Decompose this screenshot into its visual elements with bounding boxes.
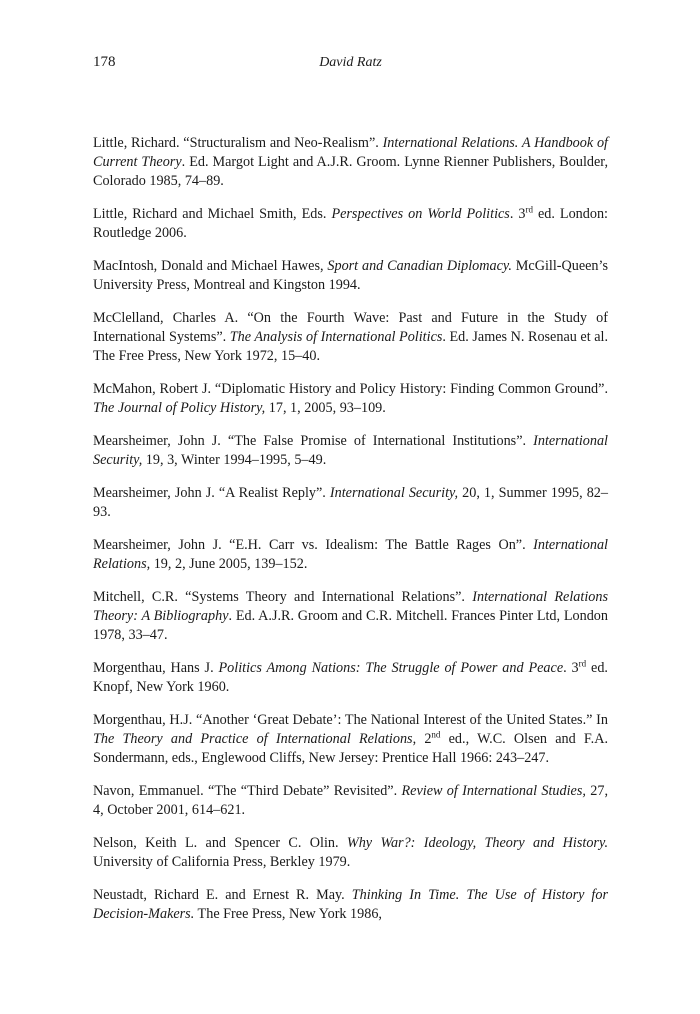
entry-text: 19, 2, June 2005, 139–152. xyxy=(150,556,308,572)
entry-italic-title: Thinking In Time. The Use of History for Decision-Makers. xyxy=(93,887,608,922)
running-head-author: David Ratz xyxy=(319,55,382,70)
page-header xyxy=(93,54,608,76)
entry-italic-title: International Security, xyxy=(329,485,459,501)
bibliography-entry xyxy=(93,380,608,418)
entry-italic-title: The Analysis of International Politics xyxy=(229,329,443,345)
entry-superscript: rd xyxy=(525,204,533,215)
entry-text: University of California Press, Berkley 1979. xyxy=(93,854,351,870)
entry-italic-title: Sport and Canadian Diplomacy. xyxy=(327,258,512,274)
bibliography-entry xyxy=(93,588,608,645)
bibliography-entry xyxy=(93,536,608,574)
bibliography-entry xyxy=(93,886,608,924)
entry-text: The Free Press, New York 1986, xyxy=(194,906,382,922)
bibliography-entry xyxy=(93,205,608,243)
entry-italic-title: International Relations. A Handbook of Current Theory xyxy=(93,135,608,170)
entry-text: Morgenthau, Hans J. xyxy=(93,660,219,676)
bibliography-entry xyxy=(93,659,608,697)
entry-text: Nelson, Keith L. and Spencer C. Olin. xyxy=(93,835,347,851)
entry-text: Mearsheimer, John J. “The False Promise of International Institutions”. xyxy=(93,433,534,449)
bibliography-entry xyxy=(93,134,608,191)
entry-italic-title: Perspectives on World Politics xyxy=(331,206,510,222)
entry-text: Mearsheimer, John J. “E.H. Carr vs. Idealism: The Battle Rages On”. xyxy=(93,537,534,553)
entry-text: Mearsheimer, John J. “A Realist Reply”. xyxy=(93,485,330,501)
bibliography-entry xyxy=(93,834,608,872)
bibliography-entry xyxy=(93,257,608,295)
entry-text: Little, Richard and Michael Smith, Eds. xyxy=(93,206,332,222)
entry-text: Navon, Emmanuel. “The “Third Debate” Revisited”. xyxy=(93,783,402,799)
entry-text: McGill-Queen’s University Press, Montreal and Kingston 1994. xyxy=(93,258,608,293)
entry-text: McClelland, Charles A. “On the Fourth Wave: Past and Future in the Study of International Systems”. xyxy=(93,310,608,345)
entry-text: Morgenthau, H.J. “Another ‘Great Debate’: The National Interest of the United States.” In xyxy=(93,712,608,728)
entry-text: Neustadt, Richard E. and Ernest R. May. xyxy=(93,887,352,903)
bibliography-entry xyxy=(93,782,608,820)
entry-italic-title: International Security, xyxy=(93,433,608,468)
entry-text: McMahon, Robert J. “Diplomatic History and Policy History: Finding Common Ground”. xyxy=(93,381,608,397)
entry-text: ed. Knopf, New York 1960. xyxy=(93,660,608,695)
entry-text: 27, 4, October 2001, 614–621. xyxy=(93,783,608,818)
entry-text: . 3 xyxy=(563,660,579,676)
bibliography-entry xyxy=(93,432,608,470)
entry-text: ed., W.C. Olsen and F.A. Sondermann, eds., Englewood Cliffs, New Jersey: Prentice Hall 1966: 243–247. xyxy=(93,731,609,766)
bibliography-list xyxy=(93,134,608,938)
entry-text: . Ed. Margot Light and A.J.R. Groom. Lynne Rienner Publishers, Boulder, Colorado 1985, 74–89. xyxy=(93,154,608,189)
entry-italic-title: Politics Among Nations: The Struggle of Power and Peace xyxy=(218,660,564,676)
entry-text: . Ed. James N. Rosenau et al. The Free Press, New York 1972, 15–40. xyxy=(93,329,608,364)
entry-italic-title: International Relations, xyxy=(93,537,608,572)
page-number: 178 xyxy=(93,54,116,70)
entry-text: 17, 1, 2005, 93–109. xyxy=(265,400,386,416)
entry-text: , 2 xyxy=(412,731,432,747)
bibliography-entry xyxy=(93,484,608,522)
entry-text: MacIntosh, Donald and Michael Hawes, xyxy=(93,258,328,274)
entry-italic-title: Review of International Studies, xyxy=(401,783,586,799)
bibliography-entry xyxy=(93,309,608,366)
entry-italic-title: Why War?: Ideology, Theory and History. xyxy=(346,835,608,851)
entry-italic-title: The Theory and Practice of International Relations xyxy=(93,731,413,747)
entry-text: ed. London: Routledge 2006. xyxy=(93,206,608,241)
bibliography-entry xyxy=(93,711,608,768)
entry-text: . 3 xyxy=(509,206,526,222)
entry-italic-title: International Relations Theory: A Bibliography xyxy=(93,589,608,624)
entry-text: Mitchell, C.R. “Systems Theory and International Relations”. xyxy=(93,589,473,605)
entry-text: Little, Richard. “Structuralism and Neo-Realism”. xyxy=(93,135,383,151)
entry-text: 20, 1, Summer 1995, 82–93. xyxy=(93,485,608,520)
entry-italic-title: The Journal of Policy History, xyxy=(93,400,266,416)
entry-superscript: nd xyxy=(431,729,441,740)
entry-text: 19, 3, Winter 1994–1995, 5–49. xyxy=(142,452,327,468)
entry-text: . Ed. A.J.R. Groom and C.R. Mitchell. Frances Pinter Ltd, London 1978, 33–47. xyxy=(93,608,608,643)
entry-superscript: rd xyxy=(578,658,587,669)
